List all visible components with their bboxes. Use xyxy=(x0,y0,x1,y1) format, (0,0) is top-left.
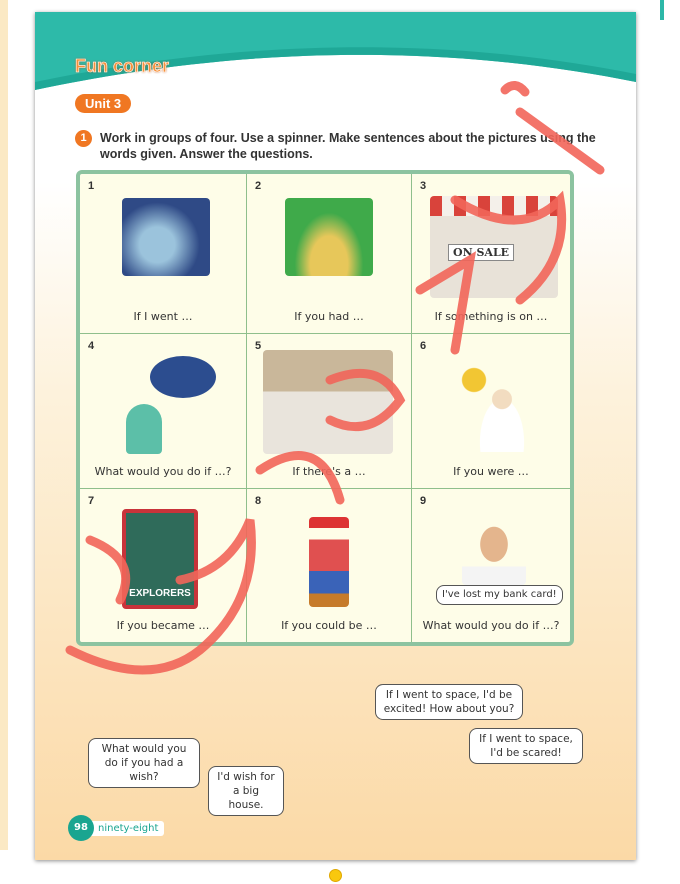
cell-caption: If I went … xyxy=(133,310,193,323)
speech-bubble: What would you do if you had a wish? xyxy=(88,738,200,788)
page-title: Fun corner xyxy=(75,56,170,76)
instruction-text: Work in groups of four. Use a spinner. Make sentences about the pictures using the words given. Answer the questions. xyxy=(100,131,596,161)
shop-picture xyxy=(430,196,558,298)
astronaut-picture xyxy=(122,198,210,276)
man-picture xyxy=(462,511,526,585)
grid-cell xyxy=(412,489,570,642)
cell-caption: If there's a … xyxy=(292,465,366,478)
grid-cell xyxy=(247,174,412,334)
cell-number: 3 xyxy=(420,180,427,192)
speech-bubble: If I went to space, I'd be excited! How about you? xyxy=(375,684,523,720)
page-edge xyxy=(0,0,8,850)
cell-caption: What would you do if …? xyxy=(94,465,232,478)
speech-bubble: If I went to space, I'd be scared! xyxy=(469,728,583,764)
textbook-page xyxy=(35,12,636,860)
cell-caption: If you were … xyxy=(453,465,529,478)
cell-number: 5 xyxy=(255,340,262,352)
girl-picture xyxy=(126,404,162,454)
clothes-picture xyxy=(309,517,349,607)
trophy-boy-picture xyxy=(458,356,538,452)
page-number-word: ninety-eight xyxy=(88,821,164,836)
explorers-sign: EXPLORERS xyxy=(129,588,191,599)
cell-number: 6 xyxy=(420,340,427,352)
grid-cell xyxy=(247,489,412,642)
grid-cell xyxy=(80,489,247,642)
cell-caption: If you became … xyxy=(116,619,210,632)
cell-caption: If you could be … xyxy=(281,619,377,632)
exercise-instruction xyxy=(75,130,615,162)
parade-picture xyxy=(263,350,393,454)
thought-picture xyxy=(150,356,216,398)
money-picture xyxy=(285,198,373,276)
cell-number: 8 xyxy=(255,495,262,507)
cell-number: 9 xyxy=(420,495,427,507)
cell-caption: If something is on … xyxy=(434,310,548,323)
grid-cell xyxy=(80,334,247,489)
grid-cell xyxy=(412,174,570,334)
grid-cell xyxy=(412,334,570,489)
cell-number: 4 xyxy=(88,340,95,352)
cell-number: 2 xyxy=(255,180,262,192)
speech-bubble: I've lost my bank card! xyxy=(436,585,563,605)
grid-cell xyxy=(80,174,247,334)
cell-number: 7 xyxy=(88,495,95,507)
unit-badge: Unit 3 xyxy=(75,94,131,113)
explorer-poster xyxy=(122,509,198,609)
page-number xyxy=(68,815,164,841)
indicator-dot xyxy=(329,869,342,882)
grid-cell xyxy=(247,334,412,489)
cell-caption: If you had … xyxy=(294,310,364,323)
page-number-circle: 98 xyxy=(68,815,94,841)
page-edge-right xyxy=(660,0,664,20)
cell-number: 1 xyxy=(88,180,95,192)
picture-grid xyxy=(76,170,574,646)
speech-bubble: I'd wish for a big house. xyxy=(208,766,284,816)
sale-sign: ON SALE xyxy=(448,244,514,261)
exercise-number: 1 xyxy=(75,130,92,147)
cell-caption: What would you do if …? xyxy=(422,619,560,632)
